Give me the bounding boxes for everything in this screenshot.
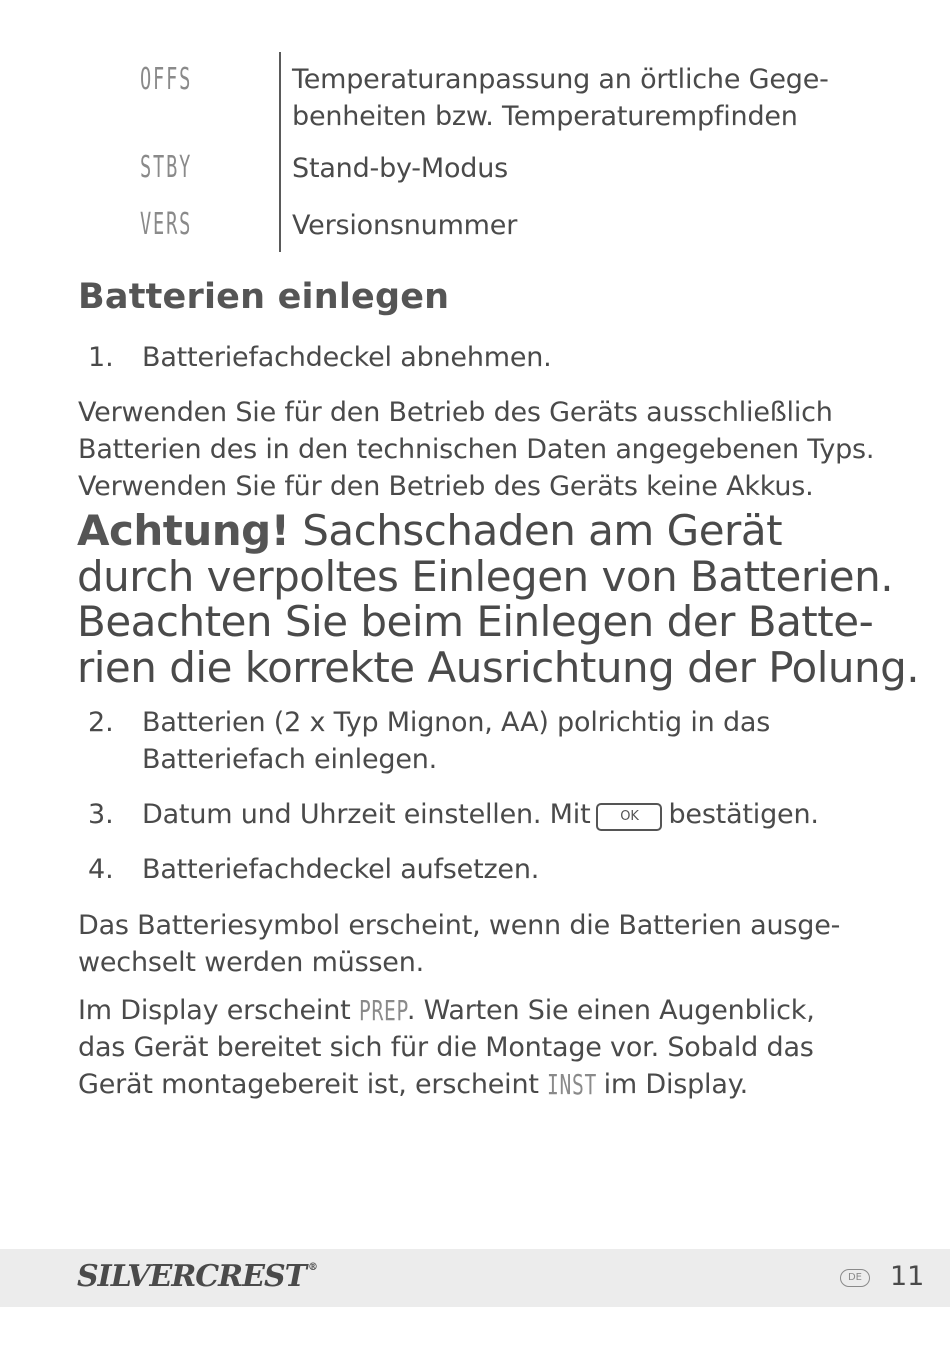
language-badge: DE [840,1269,870,1287]
warning-line: Beachten Sie beim Einlegen der Batte- [77,597,874,646]
warning-text: Sachschaden am Gerät [302,506,783,555]
warning-label: Achtung! [77,506,290,555]
brand-name: SILVERCREST [77,1259,306,1294]
section-heading: Batterien einlegen [78,277,450,317]
step-text: Batteriefachdeckel abnehmen. [142,342,552,373]
step-number: 3. [88,799,114,830]
lcd-code-vers: VERS [140,207,193,242]
registered-mark: ® [307,1262,317,1273]
warning-line: rien die korrekte Ausrichtung der Polung. [77,642,920,692]
paragraph-battery-symbol [78,907,918,981]
step-text [142,704,882,778]
code-desc-offs [292,61,829,135]
brand-logo [77,1259,317,1294]
lcd-code-inst: INST [547,1068,598,1101]
lcd-code-offs: OFFS [140,62,193,97]
paragraph-text: im Display. [603,1069,749,1100]
paragraph-line: das Gerät bereitet sich für die Montage vor. Sobald das [78,1032,814,1063]
paragraph-display [78,992,918,1103]
table-divider [279,52,281,252]
paragraph-line [78,1066,918,1103]
paragraph-text: . Warten Sie einen Augenblick, [406,995,815,1026]
step-number: 4. [88,854,114,885]
paragraph-text: Im Display erscheint [78,995,351,1026]
step-line: Batterien (2 x Typ Mignon, AA) polrichtig in das [142,707,771,738]
ok-key-icon: OK [596,803,662,831]
code-desc-line: benheiten bzw. Temperaturempfinden [292,101,798,132]
step-text: Batteriefachdeckel aufsetzen. [142,854,540,885]
page-footer [0,1249,950,1307]
step-text [142,796,882,833]
paragraph-text: Gerät montagebereit ist, erscheint [78,1069,539,1100]
lcd-code-prep: PREP [358,994,409,1027]
step-text-before: Datum und Uhrzeit einstellen. Mit [142,799,591,830]
paragraph-line [78,992,918,1029]
paragraph-line: Das Batteriesymbol erscheint, wenn die Batterien ausge- [78,910,841,941]
lcd-code-stby: STBY [140,150,193,185]
warning-block [77,508,927,690]
code-desc-vers: Versionsnummer [292,210,518,241]
code-desc-stby: Stand-by-Modus [292,153,508,184]
paragraph-line: wechselt werden müssen. [78,947,425,978]
step-text-after: bestätigen. [668,799,819,830]
step-line: Batteriefach einlegen. [142,744,438,775]
code-table [140,52,900,252]
paragraph-battery-type [78,394,918,505]
page-number: 11 [890,1261,925,1292]
paragraph-line: Verwenden Sie für den Betrieb des Geräts keine Akkus. [78,471,814,502]
paragraph-line: Verwenden Sie für den Betrieb des Geräts ausschließlich [78,397,833,428]
warning-line [77,508,927,554]
code-desc-line: Temperaturanpassung an örtliche Gege- [292,64,829,95]
step-number: 2. [88,707,114,738]
step-number: 1. [88,342,114,373]
paragraph-line: Batterien des in den technischen Daten angegebenen Typs. [78,434,875,465]
warning-line: durch verpoltes Einlegen von Batterien. [77,551,894,601]
